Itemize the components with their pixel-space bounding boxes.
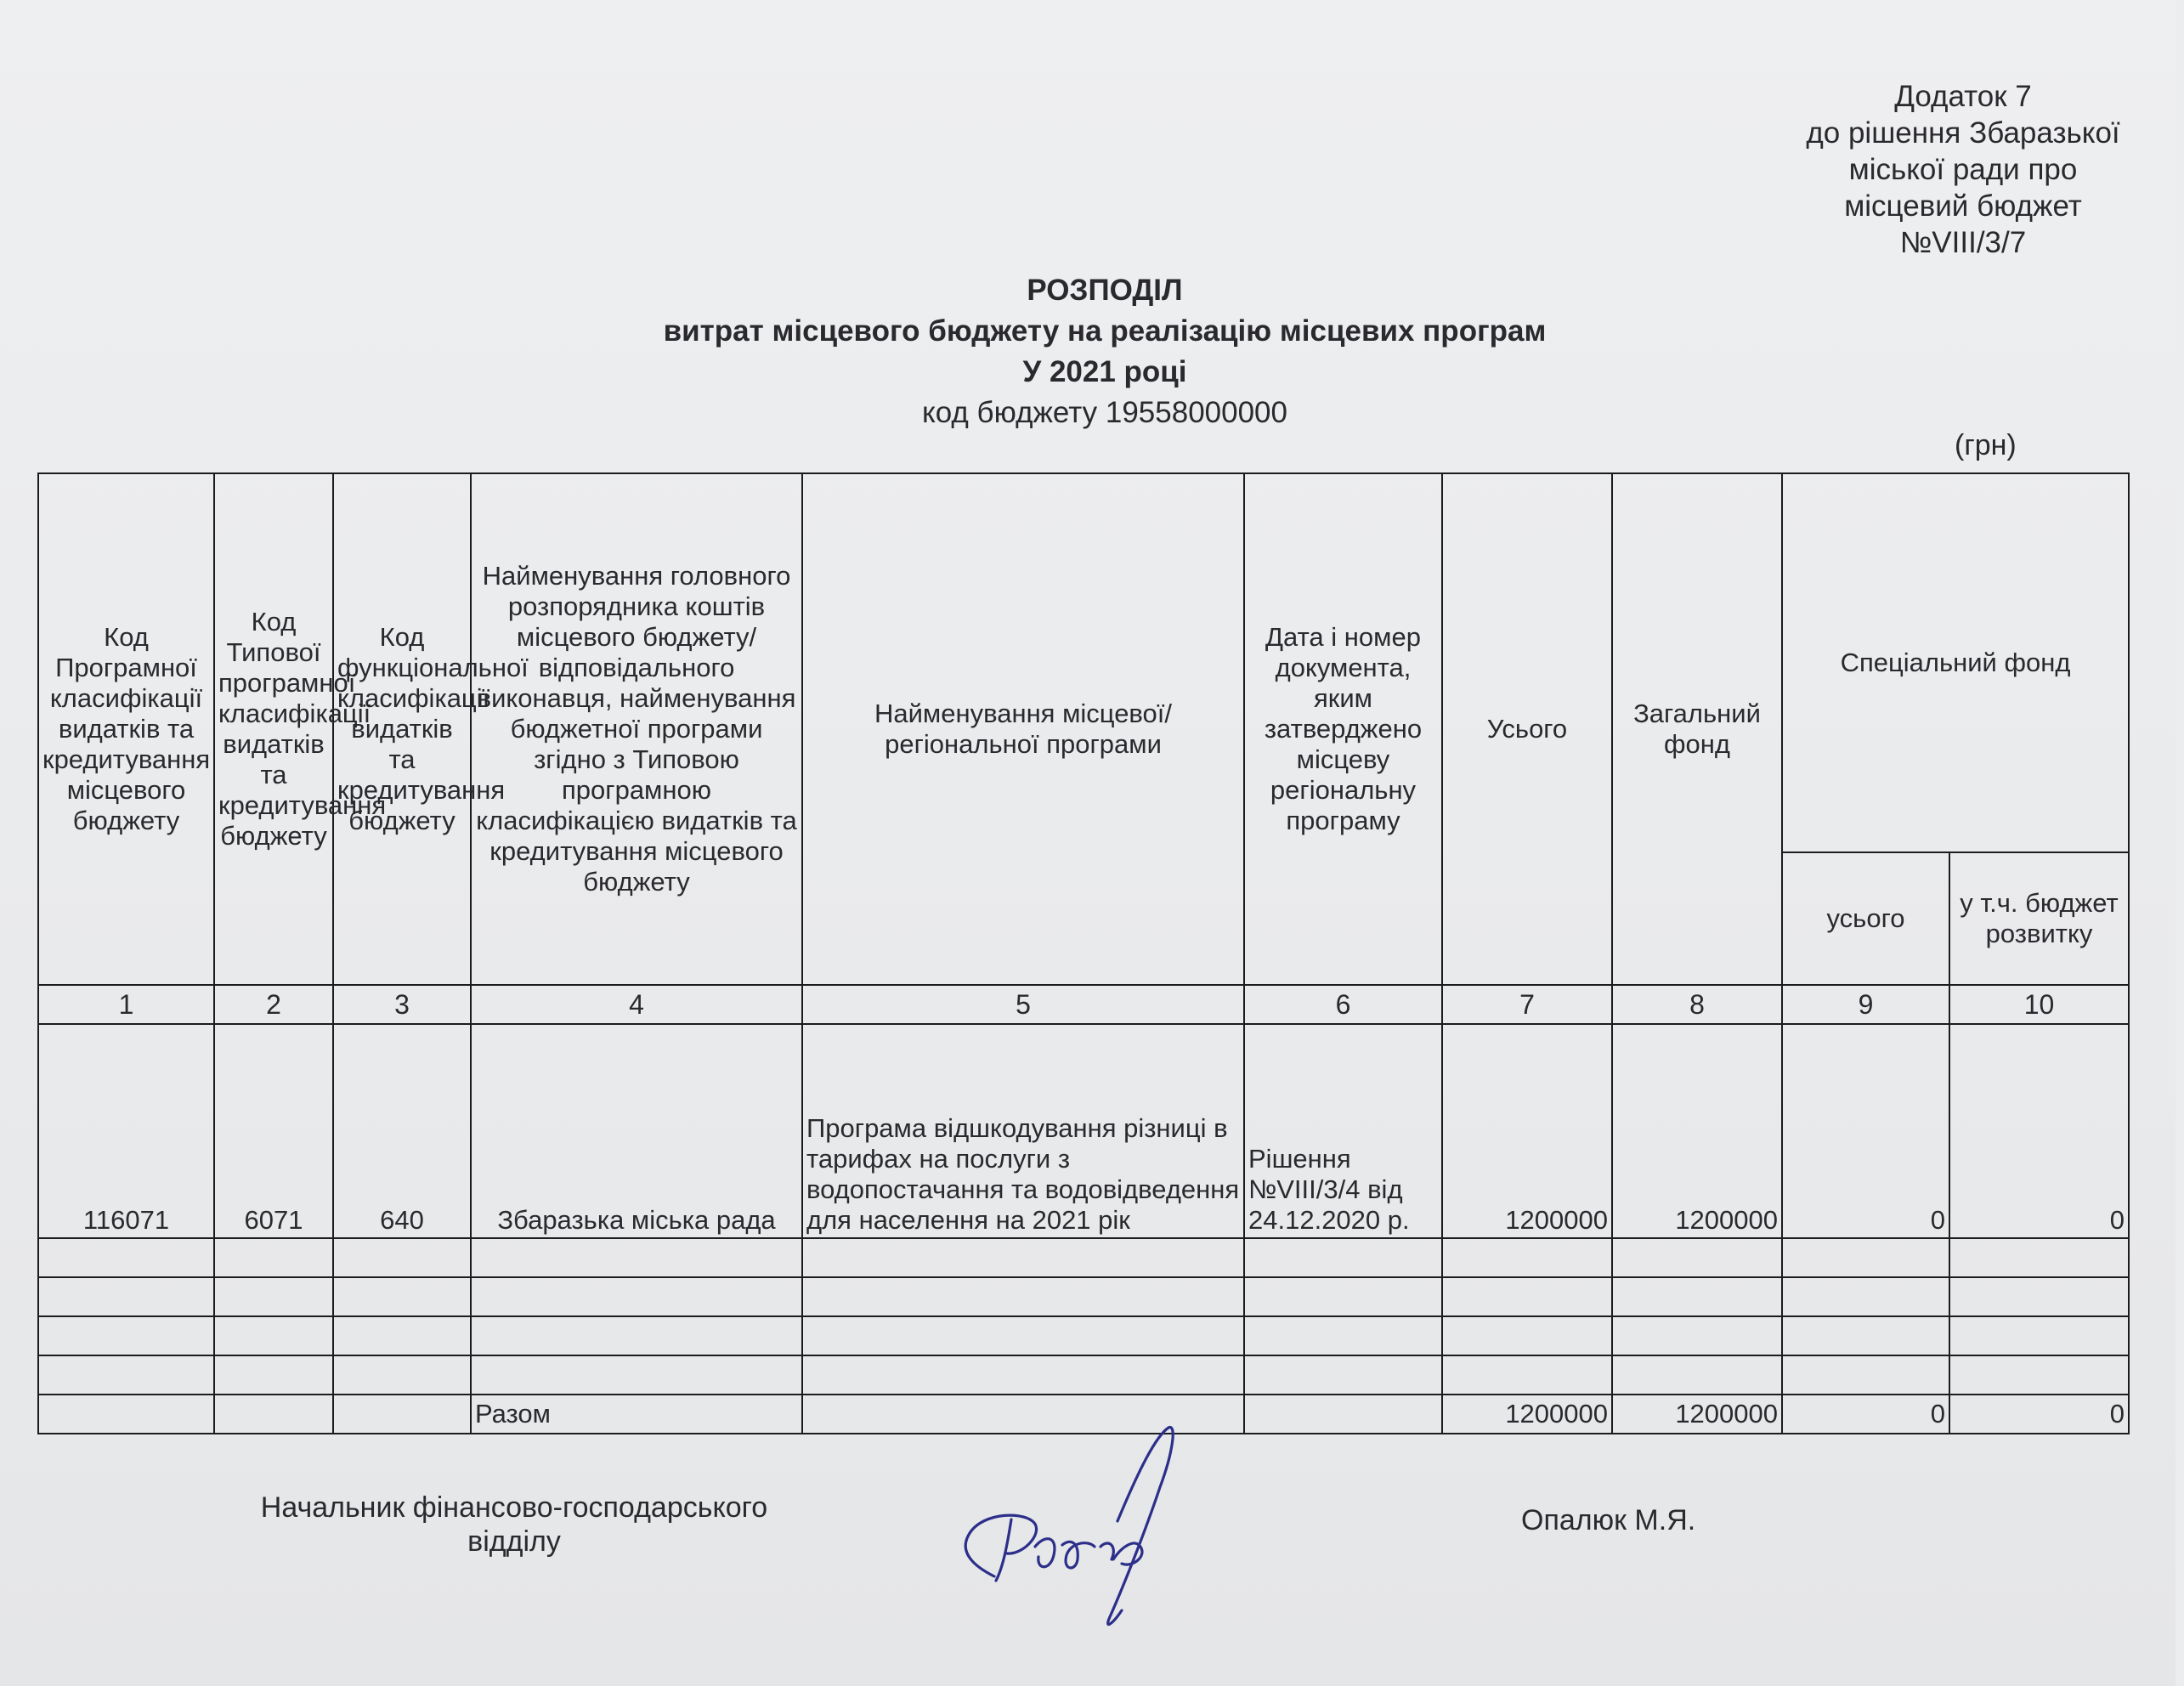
total-special-fund: 0: [1782, 1395, 1949, 1434]
header-row: [38, 473, 2129, 852]
cell-document: Рішення №VIII/3/4 від 24.12.2020 р.: [1244, 1024, 1442, 1238]
column-number: 2: [214, 985, 333, 1024]
column-number: 5: [802, 985, 1244, 1024]
empty-row: [38, 1238, 2129, 1277]
document-title: [476, 270, 1734, 433]
appendix-line: міської ради про: [1848, 153, 2078, 186]
column-number-row: [38, 985, 2129, 1024]
appendix-line: до рішення Збаразької: [1806, 116, 2120, 150]
column-number: 7: [1442, 985, 1612, 1024]
signatory-role: Начальник фінансово-господарського відділу: [260, 1491, 768, 1558]
cell-development-budget: 0: [1949, 1024, 2129, 1238]
empty-row: [38, 1316, 2129, 1355]
column-number: 10: [1949, 985, 2129, 1024]
total-general-fund: 1200000: [1612, 1395, 1782, 1434]
header-special-total: усього: [1782, 852, 1949, 985]
header-program-name: Найменування місцевої/регіональної програми: [802, 473, 1244, 985]
appendix-line: місцевий бюджет: [1844, 190, 2082, 223]
cell-general-fund: 1200000: [1612, 1024, 1782, 1238]
cell-program-name: Програма відшкодування різниці в тарифах на послуги з водопостачання та водовідведення для населення на 2021 рік: [802, 1024, 1244, 1238]
header-development-budget: у т.ч. бюджет розвитку: [1949, 852, 2129, 985]
total-sum: 1200000: [1442, 1395, 1612, 1434]
header-manager-name: Найменування головного розпорядника коштів місцевого бюджету/відповідального виконавця, найменування бюджетної програми згідно з Типовою програмною класифікацією видатків та кредитування місцевого бюджету: [471, 473, 802, 985]
header-typical-code: Код Типової програмної класифікації видатків та кредитування бюджету: [214, 473, 333, 985]
cell-functional-code: 640: [333, 1024, 471, 1238]
header-special-fund: Спеціальний фонд: [1782, 473, 2129, 852]
total-label: Разом: [471, 1395, 802, 1434]
column-number: 8: [1612, 985, 1782, 1024]
header-functional-code: Код функціональної класифікації видатків та кредитування бюджету: [333, 473, 471, 985]
signatory-name: Опалюк М.Я.: [1521, 1504, 1696, 1536]
title-line-3: У 2021 році: [1022, 355, 1187, 388]
column-number: 4: [471, 985, 802, 1024]
cell-total: 1200000: [1442, 1024, 1612, 1238]
table-row: [38, 1024, 2129, 1238]
title-line-2: витрат місцевого бюджету на реалізацію місцевих програм: [663, 314, 1547, 348]
column-number: 1: [38, 985, 214, 1024]
appendix-line: Додаток 7: [1894, 80, 2032, 113]
empty-row: [38, 1355, 2129, 1395]
header-general-fund: Загальний фонд: [1612, 473, 1782, 985]
header-program-code: Код Програмної класифікації видатків та кредитування місцевого бюджету: [38, 473, 214, 985]
signature-block: [0, 1479, 2176, 1649]
column-number: 3: [333, 985, 471, 1024]
cell-special-total: 0: [1782, 1024, 1949, 1238]
currency-unit: (грн): [1955, 429, 2017, 461]
handwritten-signature: [943, 1419, 1224, 1649]
cell-manager-name: Збаразька міська рада: [471, 1024, 802, 1238]
budget-code: код бюджету 19558000000: [922, 396, 1287, 429]
appendix-line: №VIII/3/7: [1899, 226, 2027, 259]
budget-table: [37, 472, 2130, 1434]
empty-row: [38, 1277, 2129, 1316]
column-number: 9: [1782, 985, 1949, 1024]
cell-typical-code: 6071: [214, 1024, 333, 1238]
column-number: 6: [1244, 985, 1442, 1024]
header-total: Усього: [1442, 473, 1612, 985]
cell-program-code: 116071: [38, 1024, 214, 1238]
title-line-1: РОЗПОДІЛ: [1027, 274, 1183, 307]
total-development-budget: 0: [1949, 1395, 2129, 1434]
header-document: Дата і номер документа, яким затверджено місцеву регіональну програму: [1244, 473, 1442, 985]
appendix-note: [1742, 78, 2184, 261]
